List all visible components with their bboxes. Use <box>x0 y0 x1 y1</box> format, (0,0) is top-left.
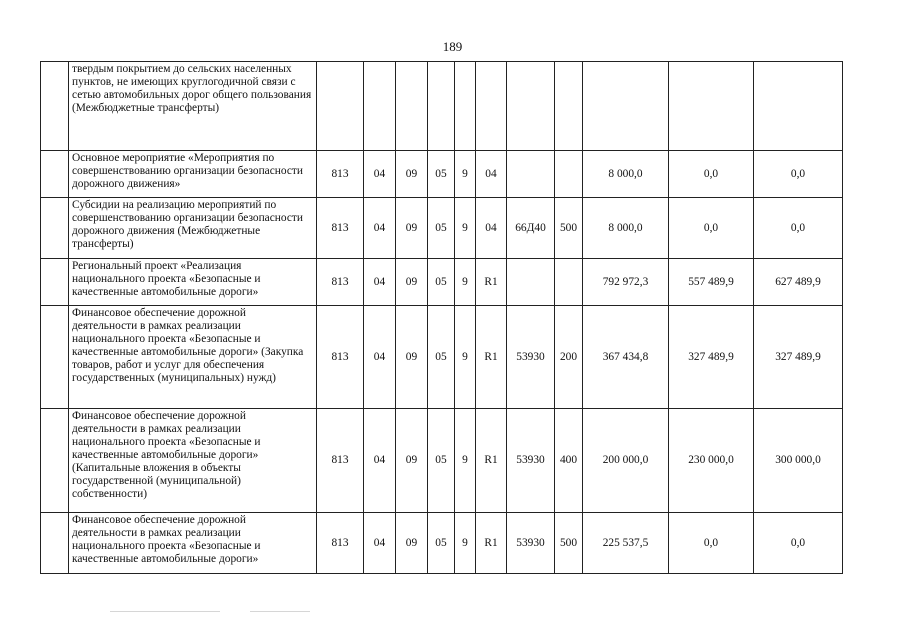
program-code-cell: 05 <box>428 198 455 259</box>
ministry-code-cell: 813 <box>317 306 364 409</box>
ministry-code-cell: 813 <box>317 151 364 198</box>
table-row <box>41 259 843 306</box>
amount-year-1-cell: 8 000,0 <box>583 198 669 259</box>
table-row <box>41 151 843 198</box>
table-row <box>41 409 843 513</box>
activity-code-cell <box>476 62 507 151</box>
direction-code-cell <box>507 151 555 198</box>
expense-type-code-cell: 500 <box>555 198 583 259</box>
program-code-cell: 05 <box>428 513 455 574</box>
subsection-code-cell: 09 <box>396 409 428 513</box>
row-index-cell <box>41 62 69 151</box>
program-code-cell <box>428 62 455 151</box>
amount-year-3-cell: 327 489,9 <box>754 306 843 409</box>
description-cell: Финансовое обеспечение дорожной деятельности в рамках реализации национального проекта «Безопасные и качественные автомобильные дороги» (Закупка товаров, работ и услуг для обеспечения государственных (муниципальных) нужд) <box>69 306 317 409</box>
ministry-code-cell: 813 <box>317 198 364 259</box>
row-index-cell <box>41 306 69 409</box>
row-index-cell <box>41 409 69 513</box>
subprogram-code-cell: 9 <box>455 259 476 306</box>
direction-code-cell: 53930 <box>507 513 555 574</box>
section-code-cell: 04 <box>364 151 396 198</box>
expense-type-code-cell <box>555 259 583 306</box>
description-cell: Основное мероприятие «Мероприятия по совершенствованию организации безопасности дорожного движения» <box>69 151 317 198</box>
description-cell: твердым покрытием до сельских населенных пунктов, не имеющих круглогодичной связи с сетью автомобильных дорог общего пользования (Межбюджетные трансферты) <box>69 62 317 151</box>
amount-year-1-cell: 8 000,0 <box>583 151 669 198</box>
page-number: 189 <box>442 39 463 54</box>
amount-year-2-cell: 230 000,0 <box>669 409 754 513</box>
description-cell: Финансовое обеспечение дорожной деятельности в рамках реализации национального проекта «Безопасные и качественные автомобильные дороги» <box>69 513 317 574</box>
scan-artifact-line <box>110 611 220 612</box>
program-code-cell: 05 <box>428 259 455 306</box>
section-code-cell <box>364 62 396 151</box>
activity-code-cell: 04 <box>476 151 507 198</box>
program-code-cell: 05 <box>428 306 455 409</box>
row-index-cell <box>41 198 69 259</box>
direction-code-cell <box>507 259 555 306</box>
ministry-code-cell: 813 <box>317 409 364 513</box>
amount-year-3-cell: 0,0 <box>754 151 843 198</box>
ministry-code-cell: 813 <box>317 513 364 574</box>
amount-year-1-cell: 792 972,3 <box>583 259 669 306</box>
expense-type-code-cell: 500 <box>555 513 583 574</box>
row-index-cell <box>41 513 69 574</box>
subprogram-code-cell: 9 <box>455 409 476 513</box>
amount-year-2-cell: 0,0 <box>669 198 754 259</box>
program-code-cell: 05 <box>428 151 455 198</box>
amount-year-2-cell: 557 489,9 <box>669 259 754 306</box>
subsection-code-cell: 09 <box>396 151 428 198</box>
amount-year-1-cell <box>583 62 669 151</box>
section-code-cell: 04 <box>364 198 396 259</box>
budget-table <box>40 61 843 574</box>
expense-type-code-cell <box>555 151 583 198</box>
description-cell: Субсидии на реализацию мероприятий по совершенствованию организации безопасности дорожного движения (Межбюджетные трансферты) <box>69 198 317 259</box>
amount-year-3-cell: 0,0 <box>754 513 843 574</box>
table-row <box>41 306 843 409</box>
description-cell: Региональный проект «Реализация национального проекта «Безопасные и качественные автомобильные дороги» <box>69 259 317 306</box>
subsection-code-cell: 09 <box>396 259 428 306</box>
activity-code-cell: 04 <box>476 198 507 259</box>
amount-year-2-cell <box>669 62 754 151</box>
amount-year-3-cell: 627 489,9 <box>754 259 843 306</box>
direction-code-cell <box>507 62 555 151</box>
activity-code-cell: R1 <box>476 513 507 574</box>
table-body <box>41 62 843 574</box>
scan-artifact-line <box>250 611 310 612</box>
subprogram-code-cell: 9 <box>455 198 476 259</box>
expense-type-code-cell: 200 <box>555 306 583 409</box>
program-code-cell: 05 <box>428 409 455 513</box>
subsection-code-cell: 09 <box>396 513 428 574</box>
amount-year-2-cell: 0,0 <box>669 513 754 574</box>
row-index-cell <box>41 259 69 306</box>
table-row <box>41 198 843 259</box>
amount-year-3-cell: 300 000,0 <box>754 409 843 513</box>
subprogram-code-cell: 9 <box>455 513 476 574</box>
amount-year-2-cell: 0,0 <box>669 151 754 198</box>
expense-type-code-cell <box>555 62 583 151</box>
amount-year-1-cell: 225 537,5 <box>583 513 669 574</box>
subprogram-code-cell: 9 <box>455 151 476 198</box>
amount-year-1-cell: 367 434,8 <box>583 306 669 409</box>
section-code-cell: 04 <box>364 259 396 306</box>
subsection-code-cell <box>396 62 428 151</box>
section-code-cell: 04 <box>364 409 396 513</box>
activity-code-cell: R1 <box>476 409 507 513</box>
activity-code-cell: R1 <box>476 259 507 306</box>
amount-year-2-cell: 327 489,9 <box>669 306 754 409</box>
subsection-code-cell: 09 <box>396 306 428 409</box>
section-code-cell: 04 <box>364 513 396 574</box>
direction-code-cell: 53930 <box>507 409 555 513</box>
direction-code-cell: 66Д40 <box>507 198 555 259</box>
ministry-code-cell <box>317 62 364 151</box>
table-row <box>41 513 843 574</box>
row-index-cell <box>41 151 69 198</box>
amount-year-3-cell: 0,0 <box>754 198 843 259</box>
subprogram-code-cell <box>455 62 476 151</box>
subsection-code-cell: 09 <box>396 198 428 259</box>
table-row <box>41 62 843 151</box>
subprogram-code-cell: 9 <box>455 306 476 409</box>
amount-year-3-cell <box>754 62 843 151</box>
direction-code-cell: 53930 <box>507 306 555 409</box>
amount-year-1-cell: 200 000,0 <box>583 409 669 513</box>
activity-code-cell: R1 <box>476 306 507 409</box>
description-cell: Финансовое обеспечение дорожной деятельности в рамках реализации национального проекта «Безопасные и качественные автомобильные дороги» (Капитальные вложения в объекты государственной (муниципальной) собственности) <box>69 409 317 513</box>
ministry-code-cell: 813 <box>317 259 364 306</box>
expense-type-code-cell: 400 <box>555 409 583 513</box>
section-code-cell: 04 <box>364 306 396 409</box>
